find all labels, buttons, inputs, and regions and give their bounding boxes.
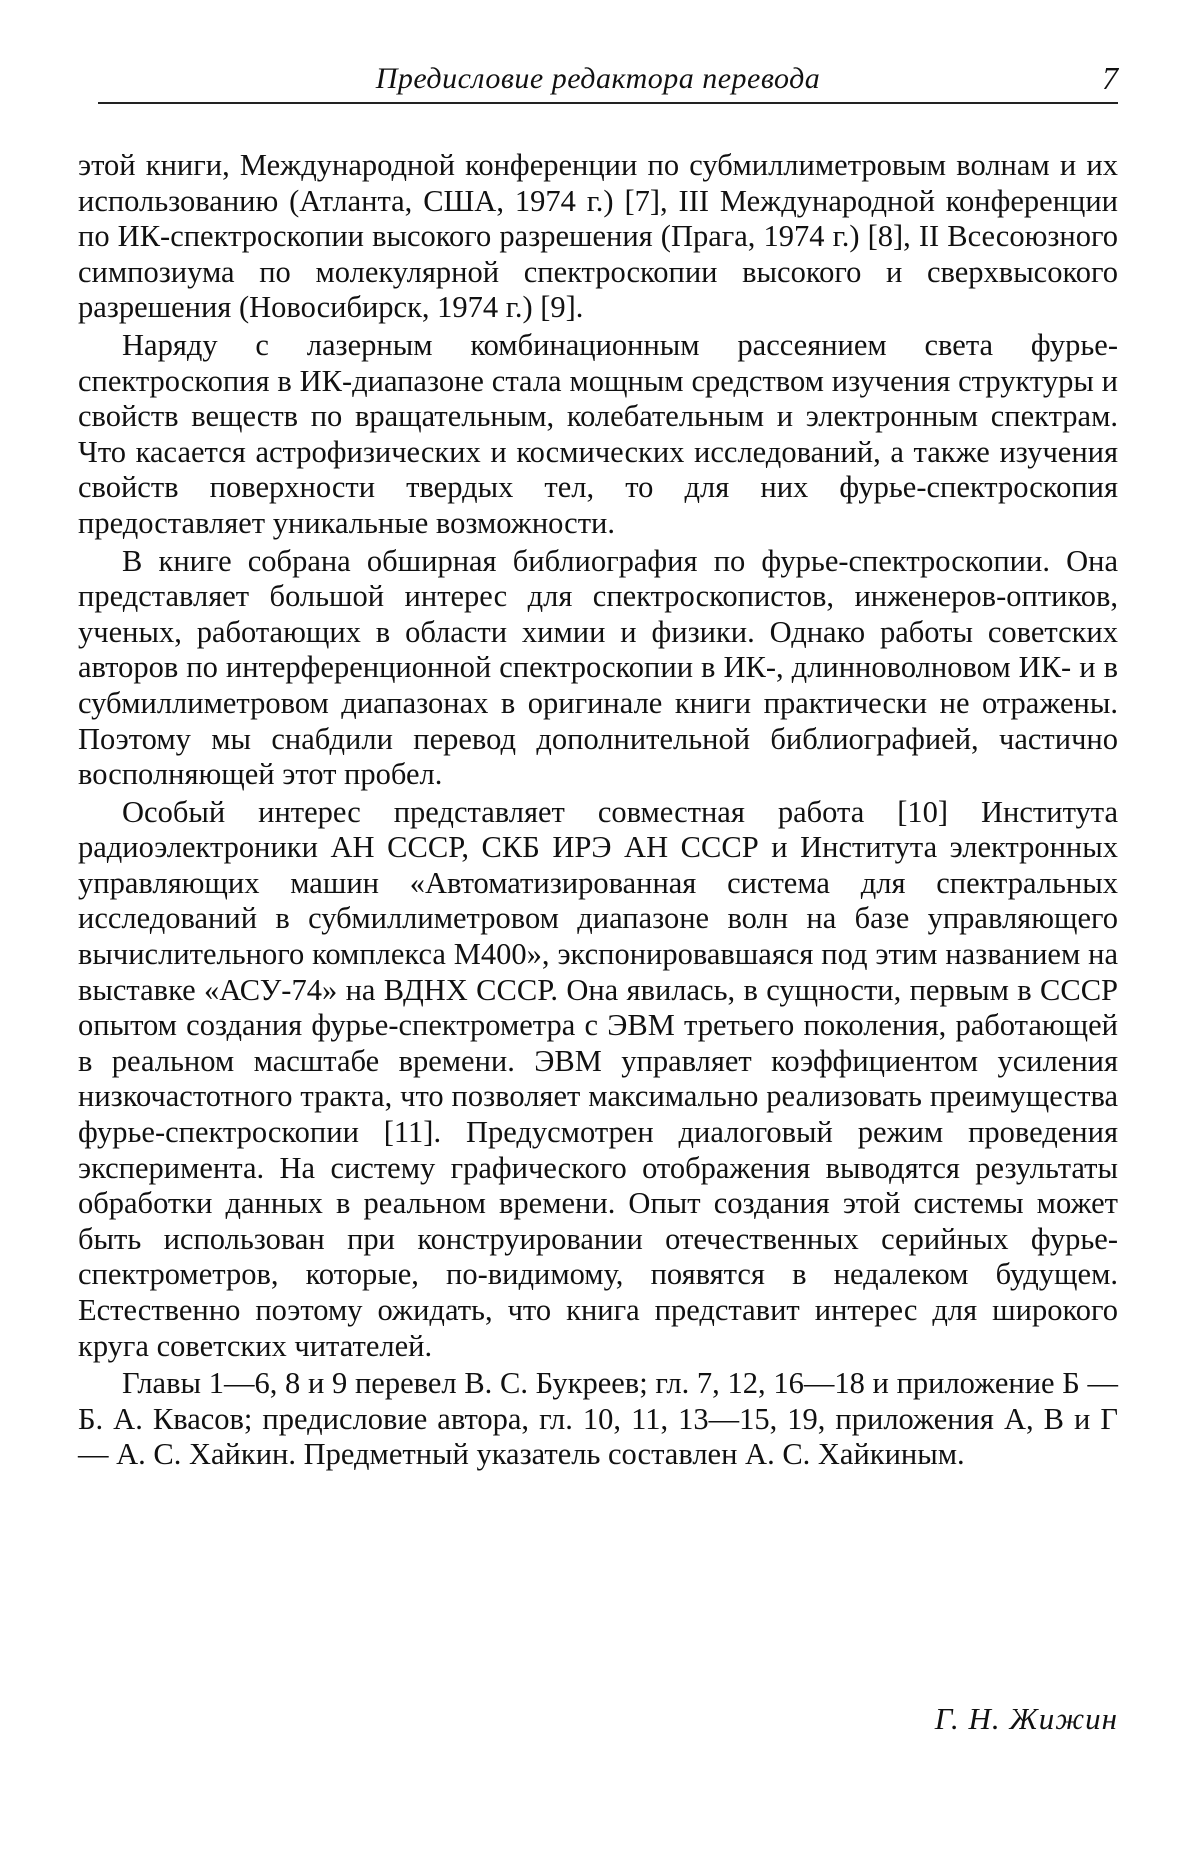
paragraph-bibliography: В книге собрана обширная библиография по фурье-спектроскопии. Она представляет большой интерес для спектроскопистов, инженеров-оптиков, ученых, работающих в области химии и физики. Однако работы советских авторов по интерференционной спектроскопии в ИК-, длинноволновом ИК- и в субмиллиметровом диапазонах в оригинале книги практически не отражены. Поэтому мы снабдили перевод дополнительной библиографией, частично восполняющей этот пробел. bbox=[78, 543, 1118, 792]
running-title: Предисловие редактора перевода bbox=[375, 62, 821, 95]
body-text bbox=[78, 148, 1118, 1473]
running-head bbox=[78, 50, 1118, 96]
editor-signature: Г. Н. Жижин bbox=[934, 1701, 1118, 1736]
paragraph-fourier-spectroscopy: Наряду с лазерным комбинационным рассеянием света фурье-спектроскопия в ИК-диапазоне стала мощным средством изучения структуры и свойств веществ по вращательным, колебательным и электронным спектрам. Что касается астрофизических и космических исследований, а также изучения свойств поверхности твердых тел, то для них фурье-спектроскопия предоставляет уникальные возможности. bbox=[78, 327, 1118, 540]
paragraph-continuation: этой книги, Международной конференции по субмиллиметровым волнам и их использованию (Атланта, США, 1974 г.) [7], III Международной конференции по ИК-спектроскопии высокого разрешения (Прага, 1974 г.) [8], II Всесоюзного симпозиума по молекулярной спектроскопии высокого и сверхвысокого разрешения (Новосибирск, 1974 г.) [9]. bbox=[78, 148, 1118, 325]
header-rule bbox=[98, 102, 1118, 104]
paragraph-translators: Главы 1—6, 8 и 9 перевел В. С. Букреев; гл. 7, 12, 16—18 и приложение Б — Б. А. Квасов; предисловие автора, гл. 10, 11, 13—15, 19, приложения А, В и Г — А. С. Хайкин. Предметный указатель составлен А. С. Хайкиным. bbox=[78, 1366, 1118, 1472]
document-page bbox=[78, 50, 1118, 1830]
page-number: 7 bbox=[1102, 60, 1118, 96]
paragraph-joint-work: Особый интерес представляет совместная работа [10] Института радиоэлектроники АН СССР, СКБ ИРЭ АН СССР и Института электронных управляющих машин «Автоматизированная система для спектральных исследований в субмиллиметровом диапазоне волн на базе управляющего вычислительного комплекса М400», экспонировавшаяся под этим названием на выставке «АСУ-74» на ВДНХ СССР. Она явилась, в сущности, первым в СССР опытом создания фурье-спектрометра с ЭВМ третьего поколения, работающей в реальном масштабе времени. ЭВМ управляет коэффициентом усиления низкочастотного тракта, что позволяет максимально реализовать преимущества фурье-спектроскопии [11]. Предусмотрен диалоговый режим проведения эксперимента. На систему графического отображения выводятся результаты обработки данных в реальном времени. Опыт создания этой системы может быть использован при конструировании отечественных серийных фурье-спектрометров, которые, по-видимому, появятся в недалеком будущем. Естественно поэтому ожидать, что книга представит интерес для широкого круга советских читателей. bbox=[78, 794, 1118, 1363]
